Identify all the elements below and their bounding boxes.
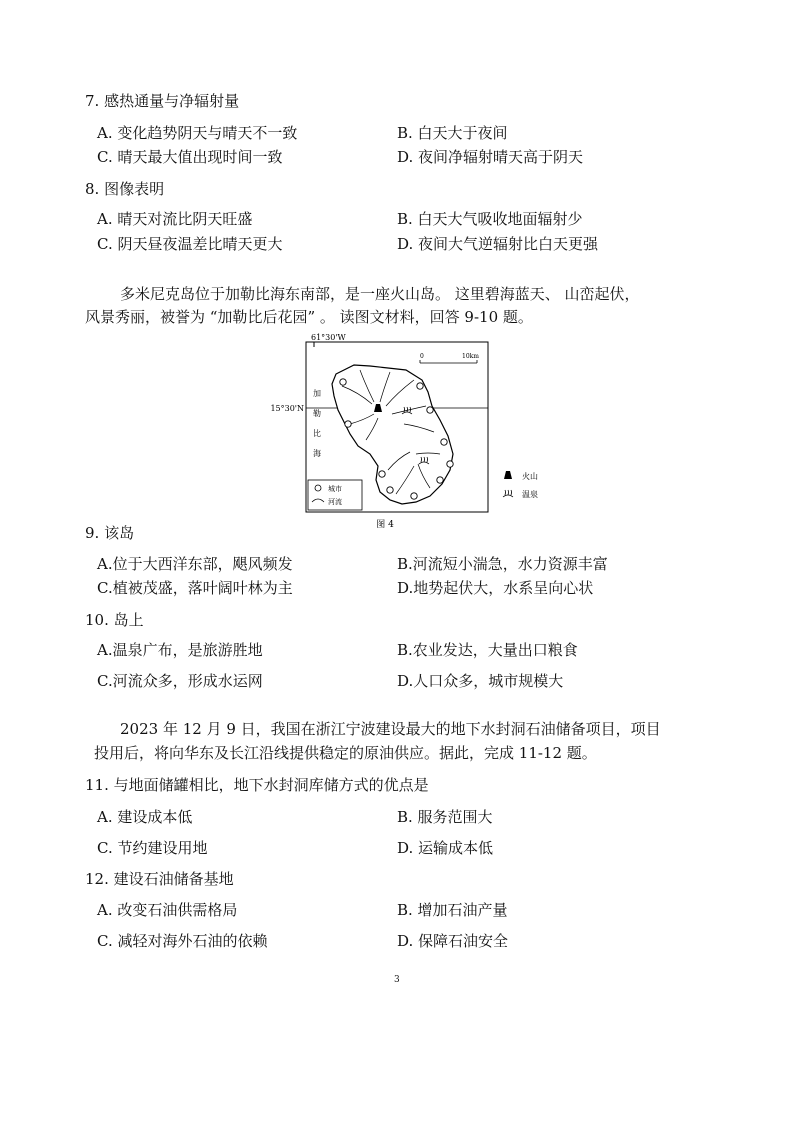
q12-option-d: D. 保障石油安全 — [397, 932, 509, 950]
legend-volcano-icon — [504, 471, 512, 479]
q8-option-b: B. 白天大气吸收地面辐射少 — [397, 210, 583, 228]
q12-option-a: A. 改变石油供需格局 — [97, 901, 238, 919]
sea-label-2: 勒 — [313, 409, 321, 418]
q9-option-a: A.位于大西洋东部，飓风频发 — [97, 555, 293, 573]
passage2-line2: 投用后，将向华东及长江沿线提供稳定的原油供应。据此，完成 11-12 题。 — [94, 744, 597, 762]
figure-caption: 图 4 — [376, 520, 394, 530]
legend-city-icon — [315, 485, 321, 491]
sea-label-1: 加 — [313, 389, 321, 398]
q9-option-c: C.植被茂盛，落叶阔叶林为主 — [97, 579, 293, 597]
q7-option-b: B. 白天大于夜间 — [397, 124, 508, 142]
q8-option-a: A. 晴天对流比阴天旺盛 — [97, 210, 253, 228]
q7-option-d: D. 夜间净辐射晴天高于阴天 — [397, 148, 584, 166]
q12-option-b: B. 增加石油产量 — [397, 901, 508, 919]
q11-option-b: B. 服务范围大 — [397, 808, 493, 826]
q8-stem: 8. 图像表明 — [85, 180, 165, 198]
q11-option-a: A. 建设成本低 — [97, 808, 193, 826]
passage1-line2: 风景秀丽，被誉为 “加勒比后花园” 。 读图文材料，回答 9-10 题。 — [85, 308, 533, 326]
sea-label-3: 比 — [313, 429, 321, 438]
sea-label-4: 海 — [313, 449, 321, 458]
page-number: 3 — [394, 975, 400, 985]
q10-option-d: D.人口众多，城市规模大 — [397, 672, 564, 690]
q7-stem: 7. 感热通量与净辐射量 — [85, 92, 240, 110]
scale-zero: 0 — [420, 353, 424, 360]
latitude-label: 15°30'N — [270, 404, 304, 413]
legend-hotspring-icon — [503, 490, 513, 497]
longitude-label: 61°30'W — [311, 333, 346, 342]
q11-stem: 11. 与地面储罐相比，地下水封洞库储方式的优点是 — [85, 776, 429, 794]
legend-volcano-label: 火山 — [522, 472, 538, 481]
q9-stem: 9. 该岛 — [85, 524, 135, 542]
q9-option-d: D.地势起伏大，水系呈向心状 — [397, 579, 594, 597]
q10-stem: 10. 岛上 — [85, 611, 144, 629]
legend-river-label: 河流 — [328, 498, 342, 506]
q12-stem: 12. 建设石油储备基地 — [85, 870, 234, 888]
q10-option-a: A.温泉广布，是旅游胜地 — [97, 641, 263, 659]
q12-option-c: C. 减轻对海外石油的依赖 — [97, 932, 268, 950]
q8-option-d: D. 夜间大气逆辐射比白天更强 — [397, 235, 599, 253]
passage1-line1: 多米尼克岛位于加勒比海东南部，是一座火山岛。 这里碧海蓝天、 山峦起伏， — [120, 285, 640, 303]
scale-distance: 10km — [462, 353, 479, 360]
q7-option-a: A. 变化趋势阴天与晴天不一致 — [97, 124, 298, 142]
legend-hotspring-label: 温泉 — [522, 490, 538, 499]
passage2-line1: 2023 年 12 月 9 日，我国在浙江宁波建设最大的地下水封洞石油储备项目，项目 — [120, 720, 661, 738]
q8-option-c: C. 阴天昼夜温差比晴天更大 — [97, 235, 283, 253]
q7-option-c: C. 晴天最大值出现时间一致 — [97, 148, 283, 166]
q9-option-b: B.河流短小湍急，水力资源丰富 — [397, 555, 608, 573]
q11-option-c: C. 节约建设用地 — [97, 839, 208, 857]
q11-option-d: D. 运输成本低 — [397, 839, 494, 857]
q10-option-b: B.农业发达，大量出口粮食 — [397, 641, 578, 659]
dominica-map — [270, 330, 560, 530]
q10-option-c: C.河流众多，形成水运网 — [97, 672, 263, 690]
legend-city-label: 城市 — [328, 485, 342, 493]
